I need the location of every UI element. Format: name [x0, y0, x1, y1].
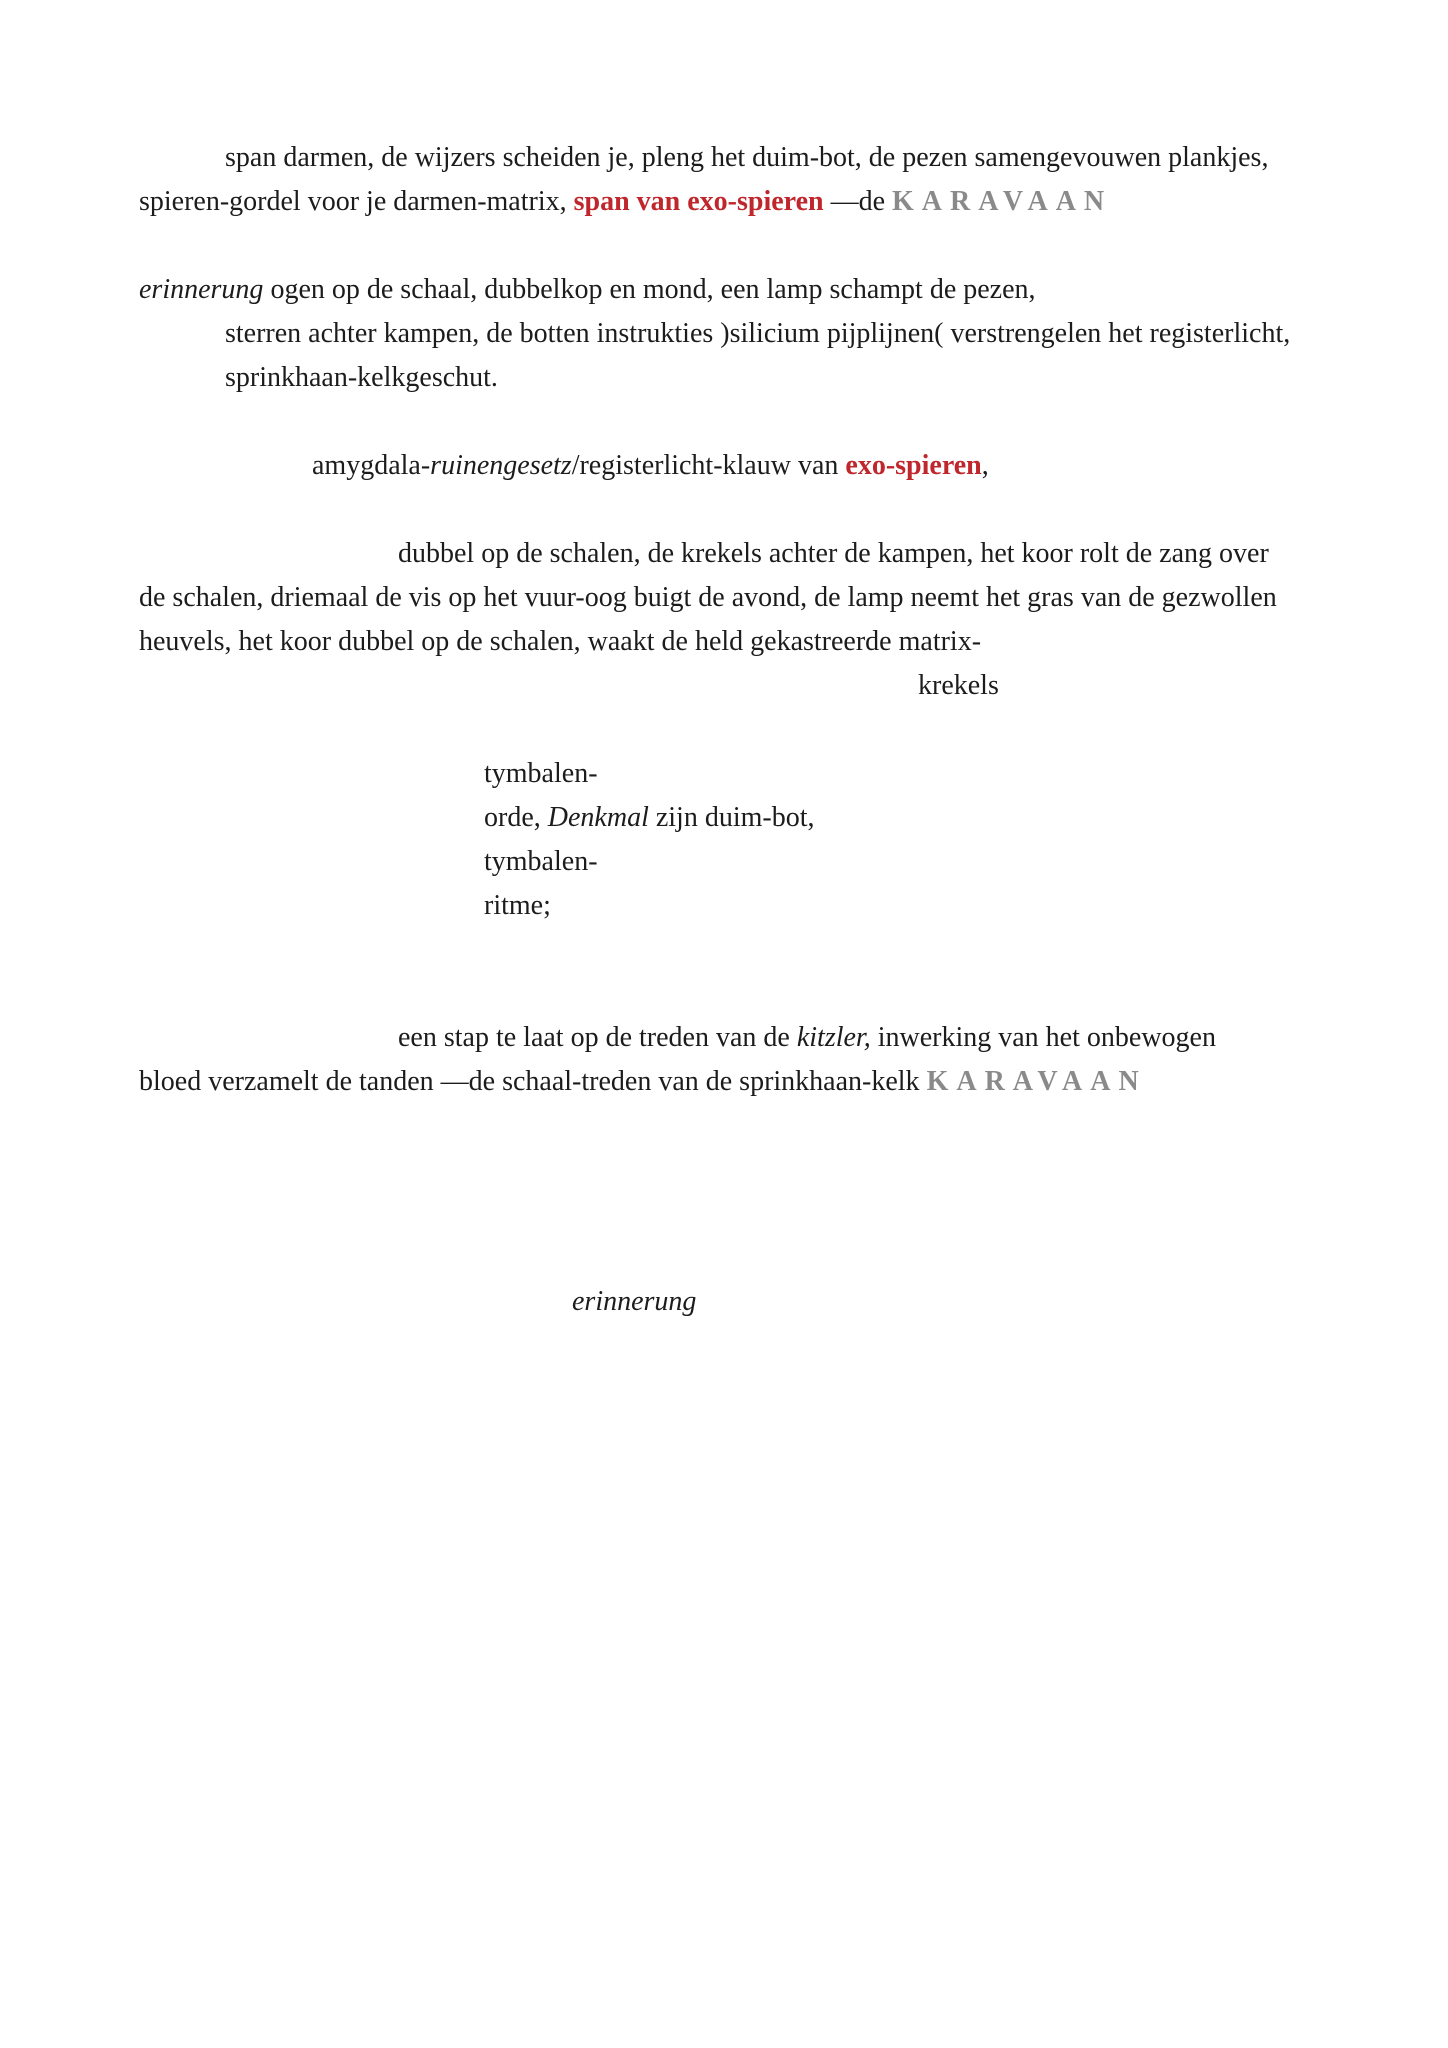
stanza6-line1-rest: inwerking van het onbewogen [870, 1022, 1216, 1053]
stanza5-line2 [484, 796, 815, 840]
stanza4-line1 [398, 532, 1269, 576]
stanza5-line4 [484, 884, 551, 928]
stanza6-line1-prefix: een stap te laat op de treden van de [398, 1022, 797, 1053]
stanza6-line2 [139, 1060, 1147, 1104]
stanza4-line1-text: dubbel op de schalen, de krekels achter de kampen, het koor rolt de zang over [398, 538, 1269, 569]
dash-text: —de [823, 186, 893, 217]
closing-word-text: erinnerung [572, 1286, 697, 1317]
stanza3-middle: /registerlicht-klauw van [571, 450, 846, 481]
stanza5-line3 [484, 840, 598, 884]
caravan-word: KARAVAAN [892, 186, 1113, 217]
stanza5-line3-text: tymbalen- [484, 846, 598, 877]
stanza5-line1-text: tymbalen- [484, 758, 598, 789]
stanza5-line4-text: ritme; [484, 890, 551, 921]
italic-word: ruinengesetz [430, 450, 572, 481]
stanza2-line3 [225, 356, 498, 400]
stanza4-line2-text: de schalen, driemaal de vis op het vuur-oog buigt de avond, de lamp neemt het gras van de gezwollen [139, 582, 1277, 613]
stanza2-line3-text: sprinkhaan-kelkgeschut. [225, 362, 498, 393]
caravan-word: KARAVAAN [926, 1066, 1147, 1097]
closing-word [572, 1280, 696, 1324]
stanza3-line1 [312, 444, 989, 488]
stanza4-line3-text: heuvels, het koor dubbel op de schalen, waakt de held gekastreerde matrix- [139, 626, 982, 657]
stanza3-prefix: amygdala- [312, 450, 431, 481]
stanza2-line2-text: sterren achter kampen, de botten instrukties )silicium pijplijnen( verstrengelen het registerlicht, [225, 318, 1291, 349]
stanza5-line2-rest: zijn duim-bot, [648, 802, 815, 833]
stanza1-line1-text: span darmen, de wijzers scheiden je, pleng het duim-bot, de pezen samengevouwen plankjes, [225, 142, 1269, 173]
stanza2-line2 [225, 312, 1290, 356]
stanza4-line3 [139, 620, 981, 664]
stanza1-line2-text: spieren-gordel voor je darmen-matrix, [139, 186, 574, 217]
italic-word: Denkmal [547, 802, 649, 833]
stanza2-line1-text: ogen op de schaal, dubbelkop en mond, een lamp schampt de pezen, [263, 274, 1036, 305]
stanza4-line2 [139, 576, 1277, 620]
stanza2-line1 [139, 268, 1036, 312]
stanza4-line4 [918, 664, 999, 708]
highlight-phrase-red: span van exo-spieren [573, 186, 824, 217]
stanza6-line2-text: bloed verzamelt de tanden —de schaal-treden van de sprinkhaan-kelk [139, 1066, 927, 1097]
stanza5-line2-prefix: orde, [484, 802, 548, 833]
stanza1-line2 [139, 180, 1112, 224]
highlight-phrase-red: exo-spieren [845, 450, 982, 481]
stanza1-line1 [225, 136, 1268, 180]
stanza5-line1 [484, 752, 598, 796]
stanza3-suffix: , [981, 450, 989, 481]
stanza6-line1 [398, 1016, 1216, 1060]
italic-word: kitzler, [796, 1022, 871, 1053]
stanza4-line4-text: krekels [918, 670, 999, 701]
italic-word: erinnerung [139, 274, 264, 305]
